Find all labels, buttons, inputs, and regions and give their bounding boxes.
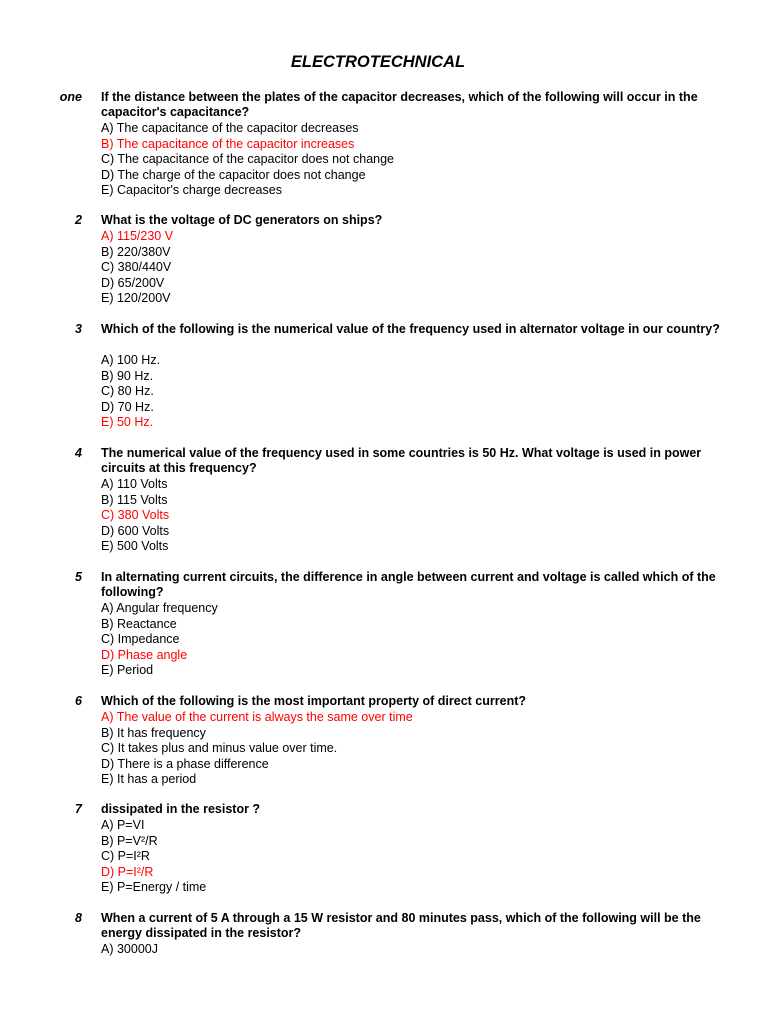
answer-option-a: A) 30000J [101, 942, 158, 956]
answer-option-c: C) 380/440V [101, 260, 172, 275]
answer-option-e: E) Period [101, 663, 154, 678]
question-text: When a current of 5 A through a 15 W resistor and 80 minutes pass, which of the following will be the energy dissipated in the resistor? [101, 911, 701, 940]
question-text: Which of the following is the most important property of direct current? [101, 694, 527, 708]
answer-option-b: B) P=V²/R [101, 833, 158, 848]
answer-option-d-correct: D) P=I²/R [101, 864, 154, 879]
question-text: If the distance between the plates of the capacitor decreases, which of the following will occur in the capacitor's capacitance? [101, 90, 698, 119]
answer-option-d: D) The charge of the capacitor does not change [101, 167, 366, 182]
answer-options [101, 121, 701, 199]
answer-option-a: A) P=VI [101, 818, 145, 832]
answer-option-e: E) 120/200V [101, 291, 171, 306]
answer-option-e: E) P=Energy / time [101, 880, 207, 895]
answer-option-d: D) 70 Hz. [101, 399, 154, 414]
answer-options [101, 477, 701, 555]
answer-options [101, 710, 701, 788]
answer-option-b: B) 115 Volts [101, 492, 168, 507]
answer-option-c: C) Impedance [101, 632, 180, 647]
answer-options [101, 229, 701, 307]
answer-option-c: C) The capacitance of the capacitor does not change [101, 152, 395, 167]
answer-option-a-correct: A) The value of the current is always the same over time [101, 710, 413, 724]
answer-option-e: E) 500 Volts [101, 539, 169, 554]
question-number: 4 [75, 446, 82, 460]
question-number: 3 [75, 322, 82, 336]
answer-option-a: A) The capacitance of the capacitor decreases [101, 121, 359, 135]
question-text: What is the voltage of DC generators on ships? [101, 213, 383, 227]
answer-option-a: A) 110 Volts [101, 477, 168, 491]
question-text: The numerical value of the frequency used in some countries is 50 Hz. What voltage is used in power circuits at this frequency? [101, 446, 702, 475]
question-number: 7 [75, 802, 82, 816]
answer-option-d: D) 65/200V [101, 275, 165, 290]
answer-options [101, 353, 701, 431]
answer-option-e-correct: E) 50 Hz. [101, 415, 154, 430]
document-title: ELECTROTECHNICAL [290, 53, 466, 71]
question-text: Which of the following is the numerical value of the frequency used in alternator voltage in our country? [101, 322, 720, 336]
answer-option-c-correct: C) 380 Volts [101, 508, 170, 523]
answer-option-e: E) It has a period [101, 772, 197, 787]
answer-option-c: C) It takes plus and minus value over time. [101, 741, 338, 756]
question-text: dissipated in the resistor ? [101, 802, 261, 816]
answer-options [101, 818, 701, 896]
answer-option-b: B) 220/380V [101, 244, 171, 259]
question-number: one [59, 90, 82, 104]
question-number: 8 [75, 911, 82, 925]
answer-option-b: B) 90 Hz. [101, 368, 154, 383]
answer-option-b: B) Reactance [101, 616, 177, 631]
question-number: 6 [75, 694, 82, 708]
answer-option-d: D) There is a phase difference [101, 756, 269, 771]
answer-option-c: C) 80 Hz. [101, 384, 154, 399]
question-number: 5 [75, 570, 82, 584]
answer-option-b: B) It has frequency [101, 725, 206, 740]
answer-option-d-correct: D) Phase angle [101, 647, 188, 662]
answer-option-a-correct: A) 115/230 V [101, 229, 174, 243]
answer-option-d: D) 600 Volts [101, 523, 170, 538]
question-text: In alternating current circuits, the difference in angle between current and voltage is called which of the following? [101, 570, 716, 599]
answer-options [101, 601, 701, 679]
answer-option-a: A) Angular frequency [101, 601, 218, 615]
answer-option-a: A) 100 Hz. [101, 353, 161, 367]
answer-option-e: E) Capacitor's charge decreases [101, 183, 282, 198]
answer-option-b-correct: B) The capacitance of the capacitor increases [101, 136, 355, 151]
answer-options [101, 942, 701, 958]
question-number: 2 [75, 213, 82, 227]
answer-option-c: C) P=I²R [101, 849, 150, 864]
